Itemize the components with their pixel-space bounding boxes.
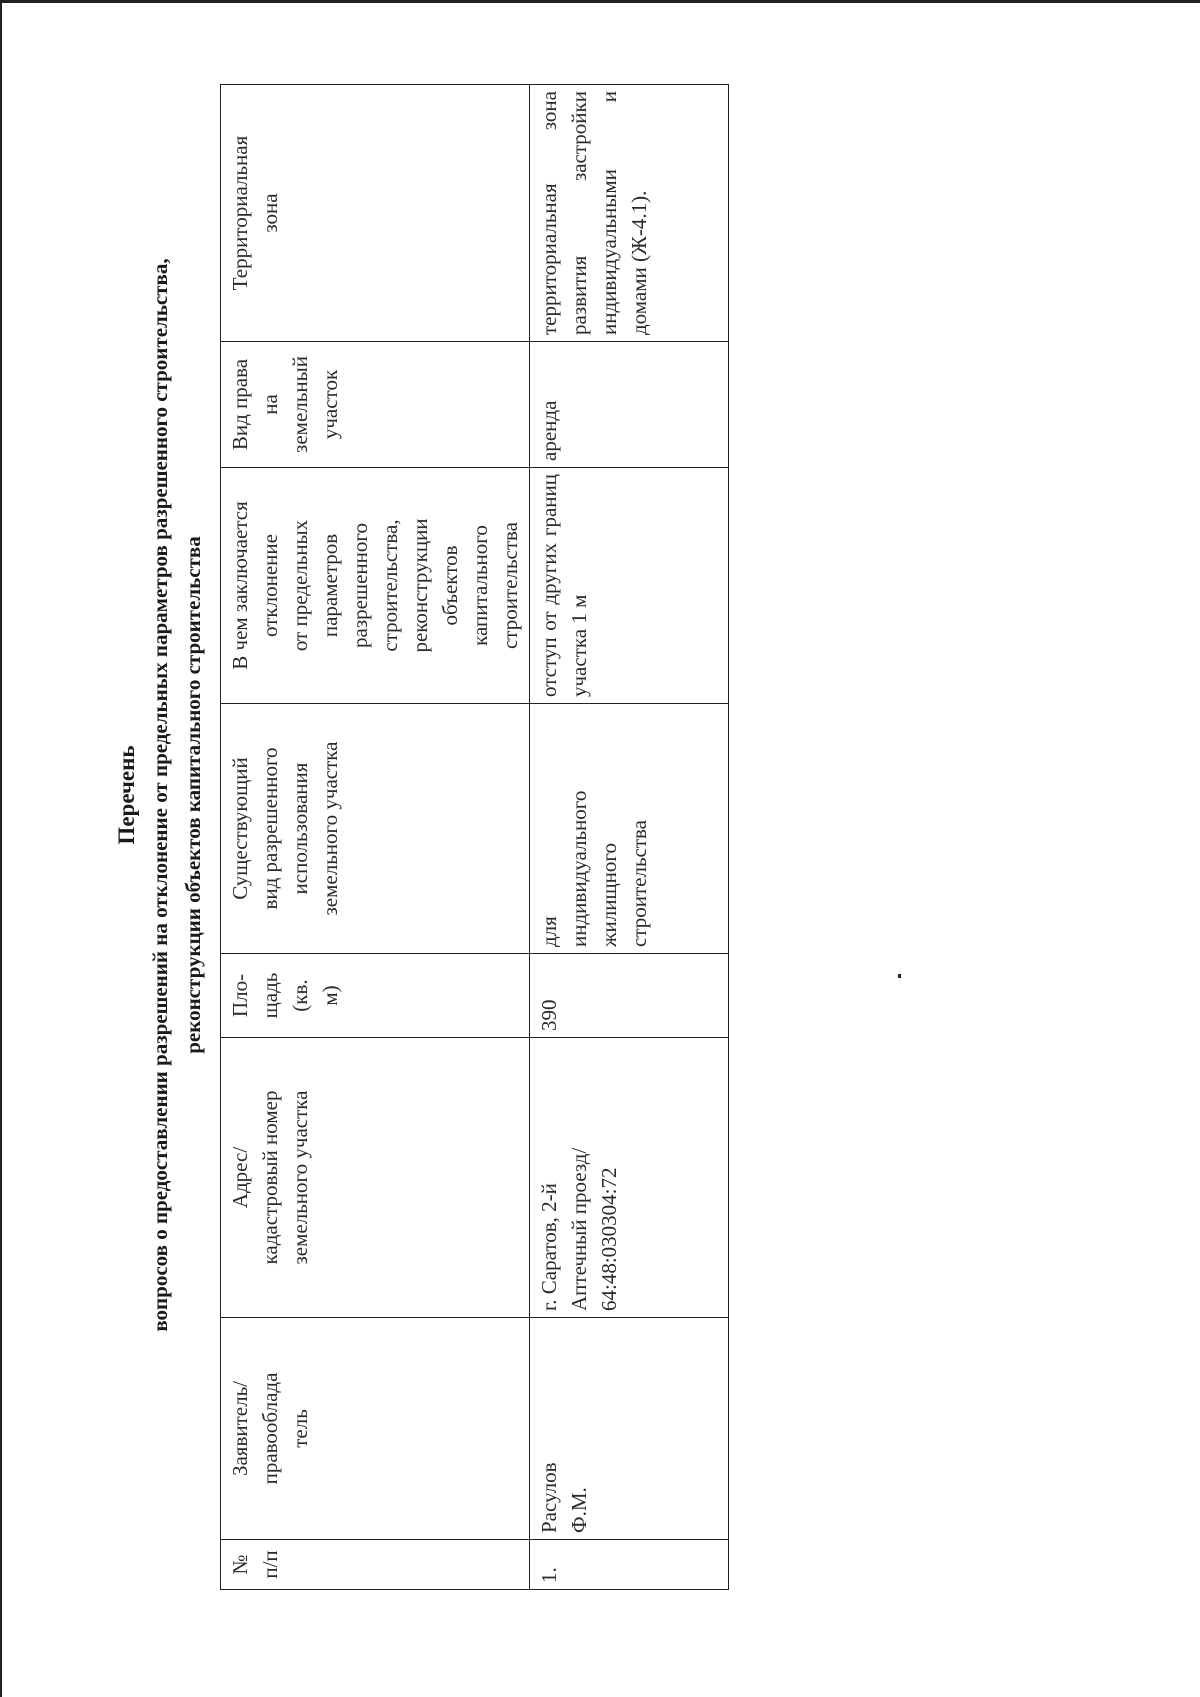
table-row bbox=[530, 85, 729, 1590]
cell-deviation: отступ от других границ участка 1 м bbox=[530, 468, 729, 704]
document-title: Перечень bbox=[114, 745, 139, 845]
table-header-row bbox=[221, 85, 530, 1590]
header-right-type: Вид права на земельный участок bbox=[221, 342, 530, 468]
permits-table bbox=[220, 84, 729, 1590]
header-applicant: Заявитель/ правооблада тель bbox=[221, 1318, 530, 1540]
cell-number: 1. bbox=[530, 1540, 729, 1590]
cell-zone: территориальная зона развития застройки индивидуальными и домами (Ж-4.1). bbox=[530, 85, 729, 342]
document-subtitle: вопросов о предоставлении разрешений на отклонение от предельных параметров разрешенного строительства, реконструкции объектов капитального строительства bbox=[148, 258, 205, 1332]
cell-address: г. Саратов, 2-й Аптечный проезд/ 64:48:030304:72 bbox=[530, 1038, 729, 1318]
rotated-sheet bbox=[100, 0, 1160, 1620]
header-zone: Территориальная зона bbox=[221, 85, 530, 342]
header-area: Пло- щадь (кв. м) bbox=[221, 954, 530, 1038]
header-number: № п/п bbox=[221, 1540, 530, 1590]
cell-permitted-use: для индивидуального жилищного строительства bbox=[530, 704, 729, 954]
cell-applicant: Расулов Ф.М. bbox=[530, 1318, 729, 1540]
cell-area: 390 bbox=[530, 954, 729, 1038]
header-address: Адрес/ кадастровый номер земельного участка bbox=[221, 1038, 530, 1318]
header-permitted-use: Существующий вид разрешенного использования земельного участка bbox=[221, 704, 530, 954]
cell-right-type: аренда bbox=[530, 342, 729, 468]
header-deviation: В чем заключается отклонение от предельных параметров разрешенного строительства, реконструкции объектов капитального строительства bbox=[221, 468, 530, 704]
scan-edge-left bbox=[0, 0, 2, 1697]
